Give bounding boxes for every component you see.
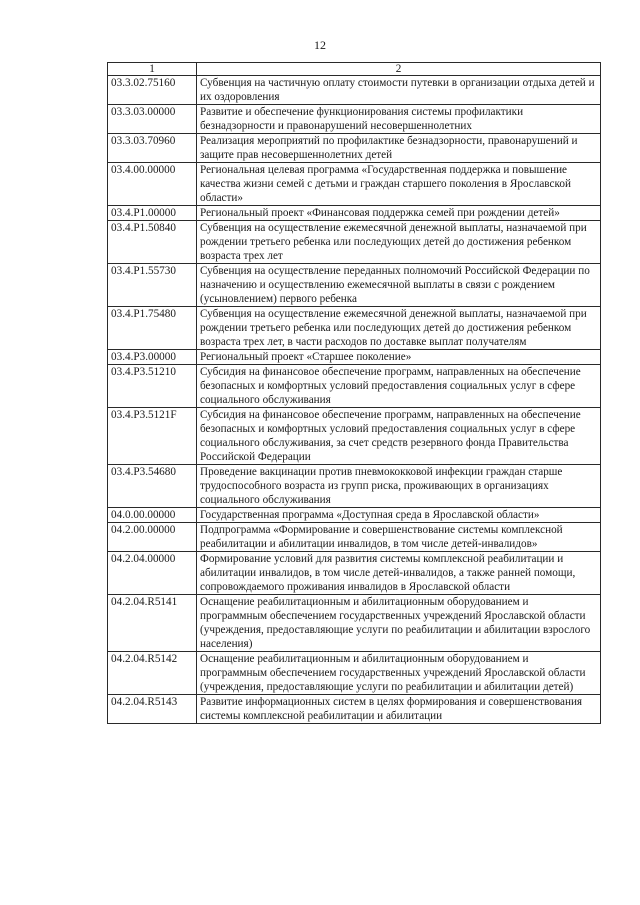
table-row [108,508,601,523]
row-code: 03.4.P1.75480 [108,307,197,350]
row-description: Проведение вакцинации против пневмококковой инфекции граждан старше трудоспособного возраста из групп риска, проживающих в организациях социального обслуживания [197,465,601,508]
row-code: 03.4.P3.54680 [108,465,197,508]
table-row [108,163,601,206]
table-row [108,264,601,307]
table-row [108,408,601,465]
table-row [108,552,601,595]
row-code: 04.2.04.R5142 [108,652,197,695]
row-description: Субсидия на финансовое обеспечение программ, направленных на обеспечение безопасных и комфортных условий предоставления социальных услуг в сфере социального обслуживания, за счет средств резервного фонда Правительства Российской Федерации [197,408,601,465]
column-header-2: 2 [197,63,601,76]
row-code: 03.4.P3.00000 [108,350,197,365]
table-row [108,465,601,508]
row-description: Развитие и обеспечение функционирования системы профилактики безнадзорности и правонарушений несовершеннолетних [197,105,601,134]
row-code: 03.4.P1.00000 [108,206,197,221]
column-header-1: 1 [108,63,197,76]
table-row [108,350,601,365]
row-description: Реализация мероприятий по профилактике безнадзорности, правонарушений и защите прав несовершеннолетних детей [197,134,601,163]
table-row [108,134,601,163]
table-row [108,76,601,105]
row-description: Оснащение реабилитационным и абилитационным оборудованием и программным обеспечением государственных учреждений Ярославской области (учреждения, предоставляющие услуги по реабилитации и абилитации детей) [197,652,601,695]
row-code: 03.4.P1.50840 [108,221,197,264]
row-code: 04.2.04.R5141 [108,595,197,652]
table-row [108,307,601,350]
table-header-row [108,63,601,76]
row-description: Государственная программа «Доступная среда в Ярославской области» [197,508,601,523]
table-row [108,695,601,724]
row-code: 03.4.P3.5121F [108,408,197,465]
row-code: 03.3.02.75160 [108,76,197,105]
row-code: 04.0.00.00000 [108,508,197,523]
row-description: Субвенция на осуществление ежемесячной денежной выплаты, назначаемой при рождении третьего ребенка или последующих детей до достижения ребенком возраста трех лет [197,221,601,264]
table-row [108,221,601,264]
page-number: 12 [314,38,326,52]
table-row [108,206,601,221]
row-code: 03.4.P1.55730 [108,264,197,307]
table-row [108,105,601,134]
row-description: Развитие информационных систем в целях формирования и совершенствования системы комплексной реабилитации и абилитации [197,695,601,724]
row-description: Субсидия на финансовое обеспечение программ, направленных на обеспечение безопасных и комфортных условий предоставления социальных услуг в сфере социального обслуживания [197,365,601,408]
row-description: Оснащение реабилитационным и абилитационным оборудованием и программным обеспечением государственных учреждений Ярославской области (учреждения, предоставляющие услуги по реабилитации и абилитации взрослого населения) [197,595,601,652]
row-code: 03.3.03.00000 [108,105,197,134]
row-code: 03.4.00.00000 [108,163,197,206]
table-row [108,365,601,408]
row-code: 03.4.P3.51210 [108,365,197,408]
row-description: Формирование условий для развития системы комплексной реабилитации и абилитации инвалидов, в том числе детей-инвалидов, а также ранней помощи, сопровождаемого проживания инвалидов в Ярославской области [197,552,601,595]
classification-table [107,62,601,724]
row-description: Региональный проект «Финансовая поддержка семей при рождении детей» [197,206,601,221]
table-row [108,652,601,695]
row-description: Субвенция на осуществление ежемесячной денежной выплаты, назначаемой при рождении третьего ребенка или последующих детей до достижения ребенком возраста трех лет, в части расходов по доставке выплат получателям [197,307,601,350]
row-description: Субвенция на осуществление переданных полномочий Российской Федерации по назначению и осуществлению ежемесячной выплаты в связи с рождением (усыновлением) первого ребенка [197,264,601,307]
row-code: 03.3.03.70960 [108,134,197,163]
row-description: Подпрограмма «Формирование и совершенствование системы комплексной реабилитации и абилитации инвалидов, в том числе детей-инвалидов» [197,523,601,552]
row-code: 04.2.00.00000 [108,523,197,552]
row-code: 04.2.04.00000 [108,552,197,595]
row-description: Региональный проект «Старшее поколение» [197,350,601,365]
row-description: Субвенция на частичную оплату стоимости путевки в организации отдыха детей и их оздоровления [197,76,601,105]
row-description: Региональная целевая программа «Государственная поддержка и повышение качества жизни семей с детьми и граждан старшего поколения в Ярославской области» [197,163,601,206]
row-code: 04.2.04.R5143 [108,695,197,724]
table-row [108,595,601,652]
table-row [108,523,601,552]
